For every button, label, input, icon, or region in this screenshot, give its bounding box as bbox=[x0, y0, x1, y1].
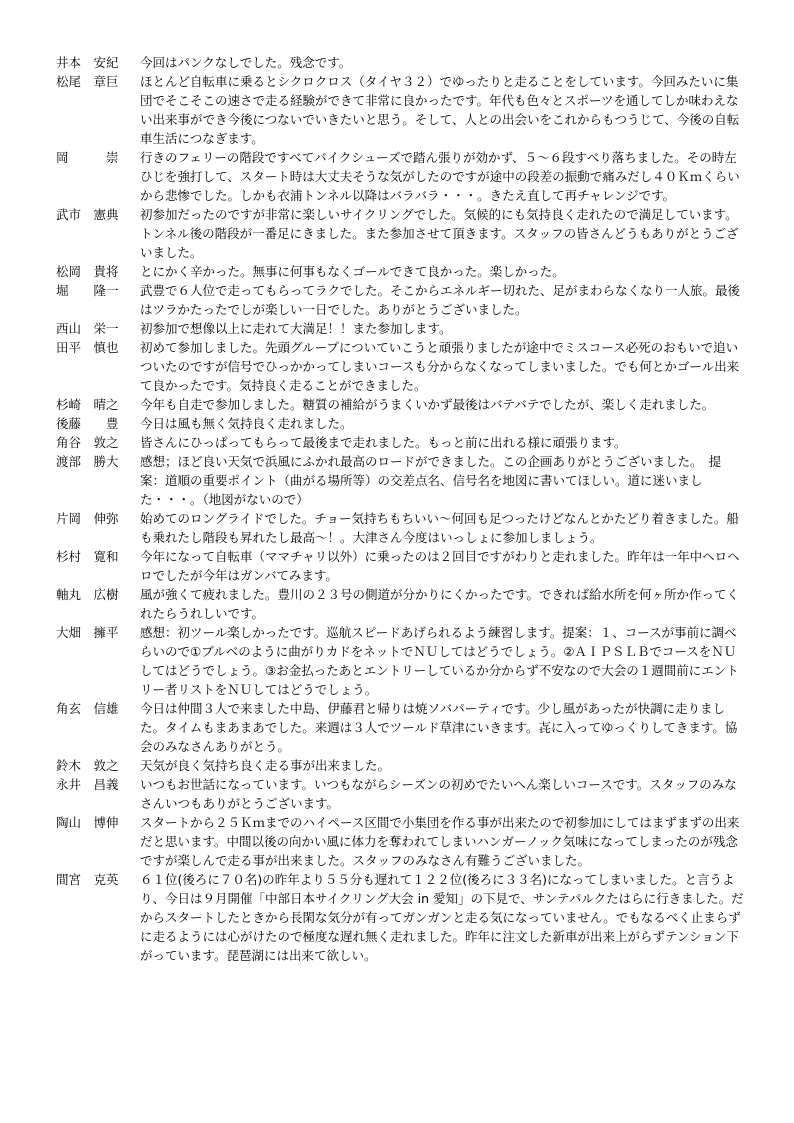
participant-name: 後藤 豊 bbox=[56, 416, 119, 431]
comment-entry bbox=[56, 699, 746, 756]
participant-comment: 天気が良く気持ち良く走る事が出来ました。 bbox=[140, 758, 391, 773]
comment-list bbox=[56, 53, 746, 965]
comment-entry bbox=[56, 414, 746, 433]
participant-name: 渡部 勝大 bbox=[56, 454, 119, 469]
participant-name: 岡 崇 bbox=[56, 150, 119, 165]
participant-name: 杉村 寛和 bbox=[56, 549, 119, 564]
participant-name: 松尾 章巨 bbox=[56, 74, 119, 89]
participant-comment: 今年になって自転車（ママチャリ以外）に乗ったのは２回目ですがわりと走れました。昨年は一年中ヘロヘロでしたが今年はガンバてみます。 bbox=[140, 549, 740, 583]
comment-entry bbox=[56, 338, 746, 395]
participant-comment: 武豊で６人位で走ってもらってラクでした。そこからエネルギー切れた、足がまわらなくなり一人旅。最後はツラかたったでしが楽しい一日でした。ありがとうございました。 bbox=[140, 283, 741, 317]
comment-entry bbox=[56, 205, 746, 262]
participant-comment: 初参加だったのですが非常に楽しいサイクリングでした。気候的にも気持良く走れたので満足しています。トンネル後の階段が一番足にきました。また参加させて頂きます。スタッフの皆さんどうもありがとうございました。 bbox=[140, 207, 739, 260]
participant-comment: 感想：初ツール楽しかったです。巡航スピードあげられるよう練習します。提案：１、コースが事前に調べらいので①ブルベのように曲がりカドをネットでＮＵしてはどうでしょう。②ＡＩＰＳＬＢでコースをＮＵしてはどうでしょう。③お金払ったあとエントリーしているか分からず不安なので大会の１週間前にエントリー者リストをＮＵしてはどうでしょう。 bbox=[140, 625, 739, 697]
participant-comment: 今年も自走で参加しました。糖質の補給がうまくいかず最後はバテバテでしたが、楽しく走れました。 bbox=[140, 397, 715, 412]
participant-comment: 今日は仲間３人で来ました中島、伊藤君と帰りは焼ソバパーティです。少し風があったが快調に走りました。タイムもまあまあでした。来週は３人でツールド草津にいきます。㐂に入ってゆっくりしてきます。協会のみなさんありがとう。 bbox=[140, 701, 738, 754]
participant-name: 松岡 貴将 bbox=[56, 264, 119, 279]
participant-comment: 始めてのロングライドでした。チョー気持ちもちいい～何回も足つったけどなんとかたどり着きました。船も乗れたし階段も昇れたし最高～！。大津さん今度はいっしょに参加しましょう。 bbox=[140, 511, 739, 545]
comment-entry bbox=[56, 756, 746, 775]
participant-comment: 初参加で想像以上に走れて大満足！！また参加します。 bbox=[140, 321, 452, 336]
participant-comment: 感想；ほど良い天気で浜風にふかれ最高のロードができました。この企画ありがとうございました。 提案：道順の重要ポイント（曲がる場所等）の交差点名、信号名を地図に書いてほしい。道に迷いました・・・。（地図がないので） bbox=[140, 454, 722, 507]
participant-name: 堀 隆一 bbox=[56, 283, 119, 298]
participant-name: 角玄 信雄 bbox=[56, 701, 119, 716]
participant-name: 鈴木 敦之 bbox=[56, 758, 119, 773]
participant-comment: 今日は風も無く気持良く走れました。 bbox=[140, 416, 353, 431]
participant-name: 西山 栄一 bbox=[56, 321, 119, 336]
comment-entry bbox=[56, 53, 746, 72]
comment-entry bbox=[56, 775, 746, 813]
participant-comment: いつもお世話になっています。いつもながらシーズンの初めでたいへん楽しいコースです。スタッフのみなさんいつもありがとうございます。 bbox=[140, 777, 737, 811]
participant-name: 大畑 擁平 bbox=[56, 625, 119, 640]
participant-comment: ６１位(後ろに７０名)の昨年より５５分も遅れて１２２位(後ろに３３名)になってしまいました。と言うより、今日は９月開催「中部日本サイクリング大会 in 愛知」の下見で、サンテパルクたはらに行きました。だからスタートしたときから長閑な気分が有ってガンガンと走る気になっていません。でもなるべく止まらずに走るようには心がけたので極度な遅れ無く走れました。昨年に注文した新車が出来上がらずテンション下がっています。琵琶湖には出来て欲しい。 bbox=[140, 872, 744, 963]
comment-entry bbox=[56, 72, 746, 148]
comment-entry bbox=[56, 870, 746, 965]
participant-name: 陶山 博伸 bbox=[56, 815, 119, 830]
comment-entry bbox=[56, 547, 746, 585]
comment-entry bbox=[56, 262, 746, 281]
participant-comment: 今回はパンクなしでした。残念です。 bbox=[140, 55, 352, 70]
participant-name: 軸丸 広樹 bbox=[56, 587, 119, 602]
comment-entry bbox=[56, 452, 746, 509]
comment-entry bbox=[56, 319, 746, 338]
comment-entry bbox=[56, 281, 746, 319]
participant-comment: ほとんど自転車に乗るとシクロクロス（タイヤ３２）でゆったりと走ることをしています。今回みたいに集団でそこそこの速さで走る経験ができて非常に良かったです。年代も色々とスポーツを通してしか味わえない出来事ができ今後につないでいきたいと思う。そして、人との出会いをこれからもつうじて、今後の自転車生活につなぎます。 bbox=[140, 74, 740, 146]
participant-name: 武市 憲典 bbox=[56, 207, 119, 222]
participant-name: 永井 昌義 bbox=[56, 777, 119, 792]
participant-comment: とにかく辛かった。無事に何事もなくゴールできて良かった。楽しかった。 bbox=[140, 264, 565, 279]
participant-comment: 行きのフェリーの階段ですべてバイクシューズで踏ん張りが効かず、５～６段すべり落ちました。その時左ひじを強打して、スタート時は大丈夫そうな気がしたのですが途中の段差の振動で痛みだし４０Ｋｍくらいから悲惨でした。しかも衣浦トンネル以降はバラバラ・・・。きたえ直して再チャレンジです。 bbox=[140, 150, 740, 203]
comment-entry bbox=[56, 623, 746, 699]
comment-entry bbox=[56, 395, 746, 414]
participant-comment: スタートから２５Ｋｍまでのハイペース区間で小集団を作る事が出来たので初参加にしてはまずまずの出来だと思います。中間以後の向かい風に体力を奪われてしまいハンガーノック気味になってしまったのが残念ですが楽しんで走る事が出来ました。スタッフのみなさん有難うございました。 bbox=[140, 815, 740, 868]
participant-comment: 初めて参加しました。先頭グループについていこうと頑張りましたが途中でミスコース必死のおもいで追いついたのですが信号でひっかかってしまいコースも分からなくなってしまいました。でも何とかゴール出来て良かったです。気持良く走ることができました。 bbox=[140, 340, 740, 393]
participant-name: 角谷 敦之 bbox=[56, 435, 119, 450]
participant-name: 田平 慎也 bbox=[56, 340, 119, 355]
comment-entry bbox=[56, 813, 746, 870]
comment-entry bbox=[56, 509, 746, 547]
participant-name: 片岡 伸弥 bbox=[56, 511, 119, 526]
participant-name: 杉崎 晴之 bbox=[56, 397, 119, 412]
comment-entry bbox=[56, 585, 746, 623]
participant-name: 間宮 克英 bbox=[56, 872, 119, 887]
participant-comment: 皆さんにひっぱってもらって最後まで走れました。もっと前に出れる様に頑張ります。 bbox=[140, 435, 627, 450]
comment-entry bbox=[56, 148, 746, 205]
participant-comment: 風が強くて疲れました。豊川の２３号の側道が分かりにくかったです。できれば給水所を何ヶ所か作ってくれたらうれしいです。 bbox=[140, 587, 740, 621]
comment-entry bbox=[56, 433, 746, 452]
participant-name: 井本 安紀 bbox=[56, 55, 119, 70]
